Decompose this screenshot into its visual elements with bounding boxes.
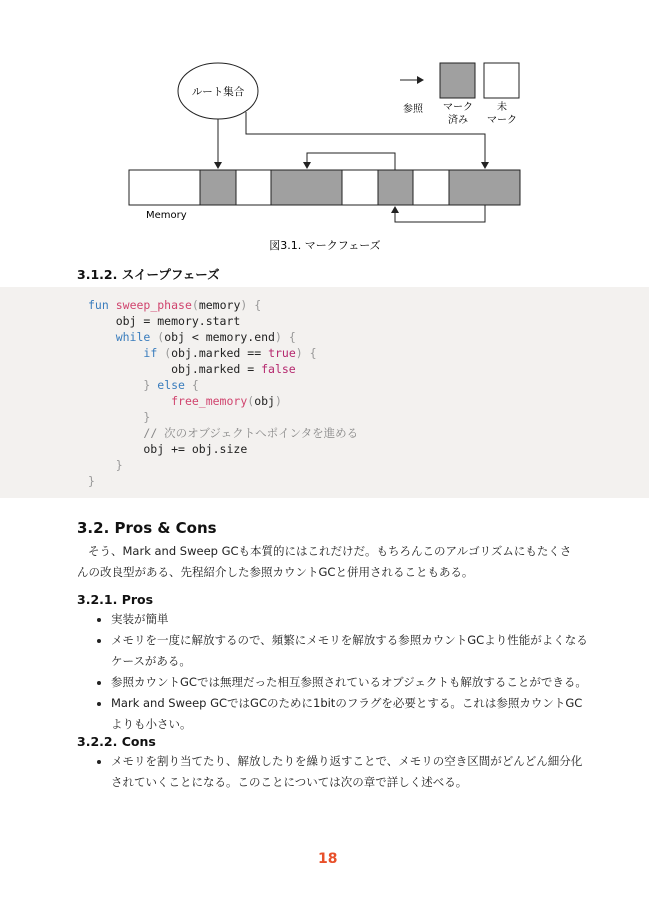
legend-ref-label: 参照 (403, 104, 423, 115)
memory-label: Memory (146, 210, 187, 221)
code-text: fun sweep_phase(memory) { obj = memory.start while (obj < memory.end) { if (obj.marked == true) { obj.marked = false } else { free_memory(obj) } // 次のオブジェクトへポインタを進める obj += obj.size } } (88, 298, 359, 488)
memory-cell-marked (200, 170, 236, 205)
memory-cell-marked (449, 170, 520, 205)
section-heading: 3.2. Pros & Cons (77, 519, 217, 537)
legend-unmarked-label: マーク (487, 115, 517, 126)
section-heading: 3.2.2. Cons (77, 734, 156, 749)
code-line: } (143, 410, 151, 424)
figure-caption: 図3.1. マークフェーズ (269, 239, 381, 252)
code-line: } else { (143, 378, 199, 392)
cons-list (77, 751, 591, 793)
page-number: 18 (318, 851, 338, 867)
legend-marked-box (440, 63, 475, 98)
pros-list (77, 609, 591, 735)
memory-cell-unmarked (413, 170, 449, 205)
code-line: fun sweep_phase(memory) { (88, 298, 262, 312)
reference-arrow (395, 205, 485, 222)
mark-phase-diagram (0, 0, 649, 260)
legend-unmarked-box (484, 63, 519, 98)
memory-cell-unmarked (129, 170, 200, 205)
code-line: if (obj.marked == true) { (143, 346, 317, 360)
root-set-label: ルート集合 (191, 86, 245, 98)
code-line: obj += obj.size (88, 442, 248, 456)
code-line: obj.marked = false (88, 362, 296, 376)
code-line: } (88, 474, 95, 488)
code-line: } (115, 458, 123, 472)
code-line: obj = memory.start (88, 314, 241, 328)
memory-cell-marked (378, 170, 413, 205)
code-line: while (obj < memory.end) { (115, 330, 296, 344)
list-item: • メモリを割り当てたり、解放したりを繰り返すことで、メモリの空き区間がどんどん細分化されていくことになる。このことについては次の章で詳しく述べる。 (111, 751, 591, 793)
memory-cell-marked (271, 170, 342, 205)
section-heading: 3.1.2. スイープフェーズ (77, 267, 220, 282)
list-item: • Mark and Sweep GCではGCのために1bitのフラグを必要とする。これは参照カウントGCよりも小さい。 (111, 693, 591, 735)
reference-arrow (307, 153, 395, 170)
code-block (0, 287, 649, 498)
list-item: • 参照カウントGCでは無理だった相互参照されているオブジェクトも解放することができる。 (111, 672, 591, 693)
legend-marked-label: マーク (443, 102, 473, 113)
code-line: free_memory(obj) (171, 394, 282, 408)
section-heading: 3.2.1. Pros (77, 592, 154, 607)
paragraph: そう、Mark and Sweep GCも本質的にはこれだけだ。もちろんこのアルゴリズムにもたくさんの改良型がある、先程紹介した参照カウントGCと併用されることもある。 (77, 544, 572, 579)
list-item: • 実装が簡単 (111, 609, 591, 630)
memory-cell-unmarked (342, 170, 378, 205)
memory-bar (129, 170, 520, 205)
memory-cell-unmarked (236, 170, 271, 205)
legend-marked-label: 済み (448, 115, 468, 126)
list-item: • メモリを一度に解放するので、頻繁にメモリを解放する参照カウントGCより性能がよくなるケースがある。 (111, 630, 591, 672)
legend-unmarked-label: 未 (497, 102, 507, 113)
